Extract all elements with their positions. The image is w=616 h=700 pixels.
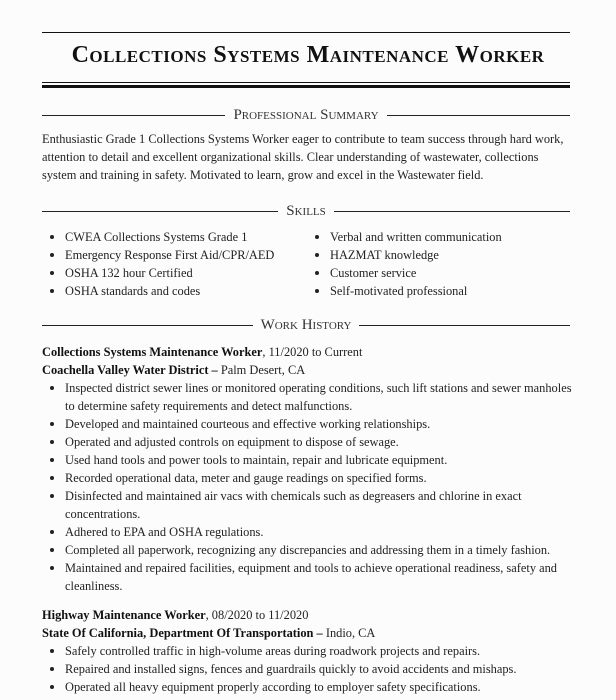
heading-rule	[334, 211, 570, 212]
summary-heading	[42, 106, 570, 124]
skills-title: Skills	[286, 202, 326, 219]
skill-item: Emergency Response First Aid/CPR/AED	[65, 246, 307, 264]
work-title: Work History	[260, 316, 352, 333]
skill-item: Customer service	[330, 264, 572, 282]
skill-item: Verbal and written communication	[330, 228, 572, 246]
skills-heading	[42, 202, 570, 220]
skill-item: OSHA standards and codes	[65, 282, 307, 300]
work-heading	[42, 316, 570, 334]
heading-rule	[359, 325, 570, 326]
skills-column-left	[42, 228, 307, 300]
job-title: Highway Maintenance Worker	[42, 608, 206, 622]
skills-column-right	[307, 228, 572, 300]
job-entry	[42, 343, 572, 595]
job-employer: Coachella Valley Water District –	[42, 363, 218, 377]
heading-rule	[387, 115, 570, 116]
skill-item: HAZMAT knowledge	[330, 246, 572, 264]
job-dates: , 11/2020 to Current	[262, 345, 363, 359]
heading-rule	[42, 325, 253, 326]
job-bullets	[42, 379, 572, 595]
job-title: Collections Systems Maintenance Worker	[42, 345, 263, 359]
heading-rule	[42, 211, 278, 212]
job-bullet: Completed all paperwork, recognizing any discrepancies and addressing them in a timely fashion.	[65, 541, 572, 559]
job-bullet: Recorded operational data, meter and gauge readings on specified forms.	[65, 469, 572, 487]
resume-name: Collections Systems Maintenance Worker	[71, 42, 545, 68]
job-bullets	[42, 642, 572, 696]
skills-list	[42, 228, 572, 300]
job-bullet: Operated all heavy equipment properly according to employer safety specifications.	[65, 678, 572, 696]
skill-item: CWEA Collections Systems Grade 1	[65, 228, 307, 246]
heading-rule	[42, 115, 225, 116]
header-rule-thick	[42, 85, 570, 88]
job-title-line	[42, 343, 572, 361]
header-rule-top	[42, 32, 570, 33]
job-bullet: Inspected district sewer lines or monitored operating conditions, such lift stations and sewer manholes to determine safety requirements and detect malfunctions.	[65, 381, 572, 413]
job-bullet: Operated and adjusted controls on equipment to dispose of sewage.	[65, 433, 572, 451]
job-title-line	[42, 606, 572, 624]
job-bullet: Safely controlled traffic in high-volume areas during roadwork projects and repairs.	[65, 642, 572, 660]
summary-title: Professional Summary	[233, 106, 379, 123]
job-location: Indio, CA	[322, 626, 376, 640]
job-location: Palm Desert, CA	[217, 363, 306, 377]
skill-item: Self-motivated professional	[330, 282, 572, 300]
skill-item: OSHA 132 hour Certified	[65, 264, 307, 282]
job-dates: , 08/2020 to 11/2020	[205, 608, 309, 622]
job-bullet: Disinfected and maintained air vacs with chemicals such as degreasers and chlorine in exact concentrations.	[65, 487, 572, 523]
header-rule-thin	[42, 82, 570, 83]
summary-text: Enthusiastic Grade 1 Collections Systems Worker eager to contribute to team success through hard work, attention to detail and excellent organizational skills. Clear understanding of wastewater, collections system and training in safety. Motivated to learn, grow and excel in the Wastewater field.	[42, 132, 564, 182]
job-employer-line	[42, 361, 572, 379]
job-bullet: Repaired and installed signs, fences and guardrails quickly to avoid accidents and mishaps.	[65, 660, 572, 678]
job-employer: State Of California, Department Of Transportation –	[42, 626, 323, 640]
job-bullet: Developed and maintained courteous and effective working relationships.	[65, 415, 572, 433]
job-employer-line	[42, 624, 572, 642]
job-bullet: Adhered to EPA and OSHA regulations.	[65, 523, 572, 541]
job-bullet: Maintained and repaired facilities, equipment and tools to achieve operational readiness, safety and cleanliness.	[65, 559, 572, 595]
job-entry	[42, 606, 572, 696]
job-bullet: Used hand tools and power tools to maintain, repair and lubricate equipment.	[65, 451, 572, 469]
